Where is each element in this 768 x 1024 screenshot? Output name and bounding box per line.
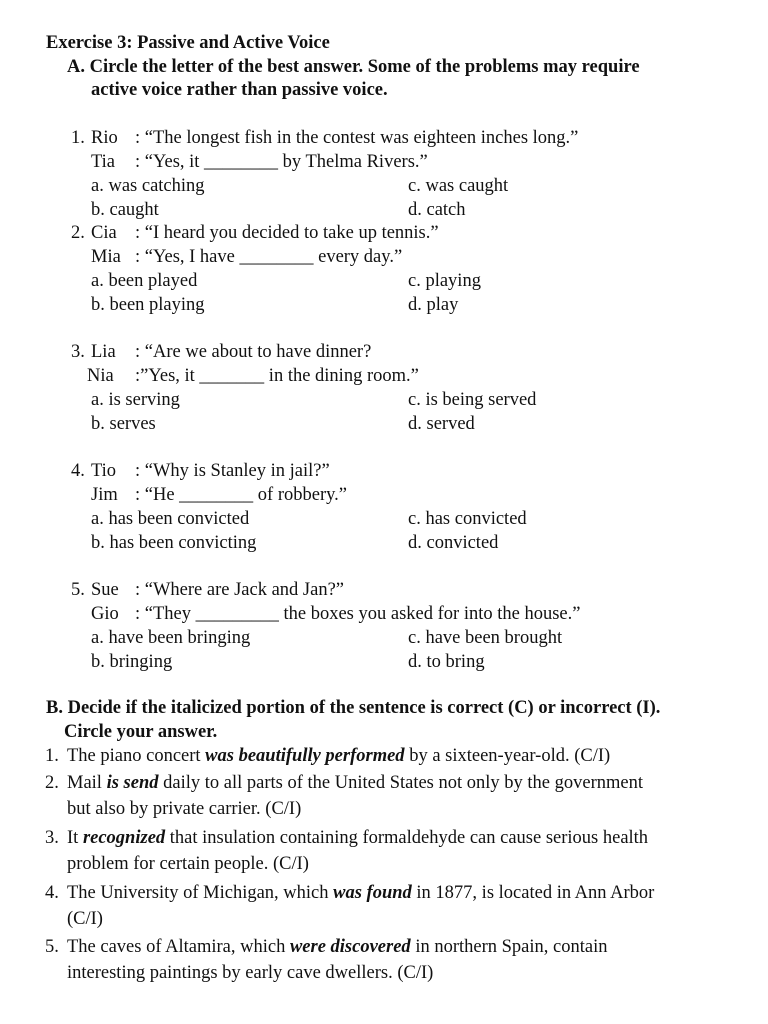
item-sentence (67, 936, 607, 958)
option-b: b. been playing (91, 295, 205, 315)
option-c: c. playing (408, 271, 481, 291)
speaker-1-line: : “Where are Jack and Jan?” (135, 580, 345, 600)
speaker-1-name: Sue (91, 580, 119, 600)
sentence-start: The piano concert (67, 746, 206, 766)
speaker-1-line: : “Are we about to have dinner? (135, 342, 372, 362)
question-number: 3. (71, 342, 85, 362)
item-sentence (67, 827, 648, 849)
speaker-1-line: : “I heard you decided to take up tennis.” (135, 223, 439, 243)
sentence-start: The University of Michigan, which (67, 883, 334, 903)
option-a: a. was catching (91, 176, 205, 196)
option-b: b. bringing (91, 652, 173, 672)
sentence-end: in northern Spain, contain (410, 937, 608, 957)
option-c: c. is being served (408, 390, 537, 410)
option-d: d. to bring (408, 652, 485, 672)
sentence-start: The caves of Altamira, which (67, 937, 290, 957)
question-number: 5. (71, 580, 85, 600)
option-b: b. has been convicting (91, 533, 257, 553)
item-number: 5. (45, 937, 59, 957)
item-number: 1. (45, 746, 59, 766)
option-c: c. have been brought (408, 628, 563, 648)
speaker-1-name: Lia (91, 342, 116, 362)
option-a: a. have been bringing (91, 628, 251, 648)
speaker-2-line: : “Yes, I have ________ every day.” (135, 247, 403, 267)
speaker-2-name: Nia (87, 366, 114, 386)
italicized-portion: was beautifully performed (205, 746, 405, 766)
option-d: d. convicted (408, 533, 499, 553)
item-sentence-cont: problem for certain people. (C/I) (67, 854, 309, 874)
option-c: c. was caught (408, 176, 509, 196)
item-sentence (67, 882, 654, 904)
italicized-portion: is send (106, 773, 159, 793)
item-sentence-cont: but also by private carrier. (C/I) (67, 799, 302, 819)
option-c: c. has convicted (408, 509, 527, 529)
item-sentence-cont: interesting paintings by early cave dwellers. (C/I) (67, 963, 434, 983)
option-d: d. play (408, 295, 459, 315)
speaker-2-name: Mia (91, 247, 121, 267)
question-number: 2. (71, 223, 85, 243)
italicized-portion: recognized (82, 828, 166, 848)
speaker-2-line: : “They _________ the boxes you asked for into the house.” (135, 604, 581, 624)
sentence-end: by a sixteen-year-old. (C/I) (404, 746, 611, 766)
speaker-2-name: Tia (91, 152, 116, 172)
item-number: 3. (45, 828, 59, 848)
option-b: b. serves (91, 414, 156, 434)
question-number: 1. (71, 128, 85, 148)
speaker-2-name: Jim (91, 485, 118, 505)
page-title: Exercise 3: Passive and Active Voice (46, 33, 330, 53)
item-number: 4. (45, 883, 59, 903)
speaker-1-line: : “The longest fish in the contest was eighteen inches long.” (135, 128, 579, 148)
option-a: a. been played (91, 271, 198, 291)
speaker-1-name: Tio (91, 461, 117, 481)
speaker-1-name: Cia (91, 223, 117, 243)
option-d: d. served (408, 414, 475, 434)
speaker-2-line: : “He ________ of robbery.” (135, 485, 348, 505)
sentence-start: Mail (67, 773, 107, 793)
part-b-instruction-cont: Circle your answer. (64, 722, 218, 742)
item-sentence (67, 745, 610, 767)
sentence-end: daily to all parts of the United States not only by the government (158, 773, 644, 793)
sentence-end: in 1877, is located in Ann Arbor (411, 883, 655, 903)
speaker-1-name: Rio (91, 128, 118, 148)
speaker-1-line: : “Why is Stanley in jail?” (135, 461, 330, 481)
option-a: a. has been convicted (91, 509, 250, 529)
sentence-start: It (67, 828, 83, 848)
option-a: a. is serving (91, 390, 180, 410)
item-sentence (67, 772, 643, 794)
part-a-instruction: A. Circle the letter of the best answer. Some of the problems may require (67, 57, 640, 77)
sentence-end: that insulation containing formaldehyde can cause serious health (165, 828, 649, 848)
question-number: 4. (71, 461, 85, 481)
speaker-2-line: :”Yes, it _______ in the dining room.” (135, 366, 419, 386)
option-d: d. catch (408, 200, 466, 220)
italicized-portion: were discovered (289, 937, 411, 957)
item-sentence-cont: (C/I) (67, 909, 103, 929)
speaker-2-line: : “Yes, it ________ by Thelma Rivers.” (135, 152, 428, 172)
option-b: b. caught (91, 200, 159, 220)
italicized-portion: was found (333, 883, 412, 903)
part-b-instruction: B. Decide if the italicized portion of the sentence is correct (C) or incorrect (I). (46, 698, 661, 718)
speaker-2-name: Gio (91, 604, 119, 624)
item-number: 2. (45, 773, 59, 793)
part-a-instruction-cont: active voice rather than passive voice. (91, 80, 388, 100)
